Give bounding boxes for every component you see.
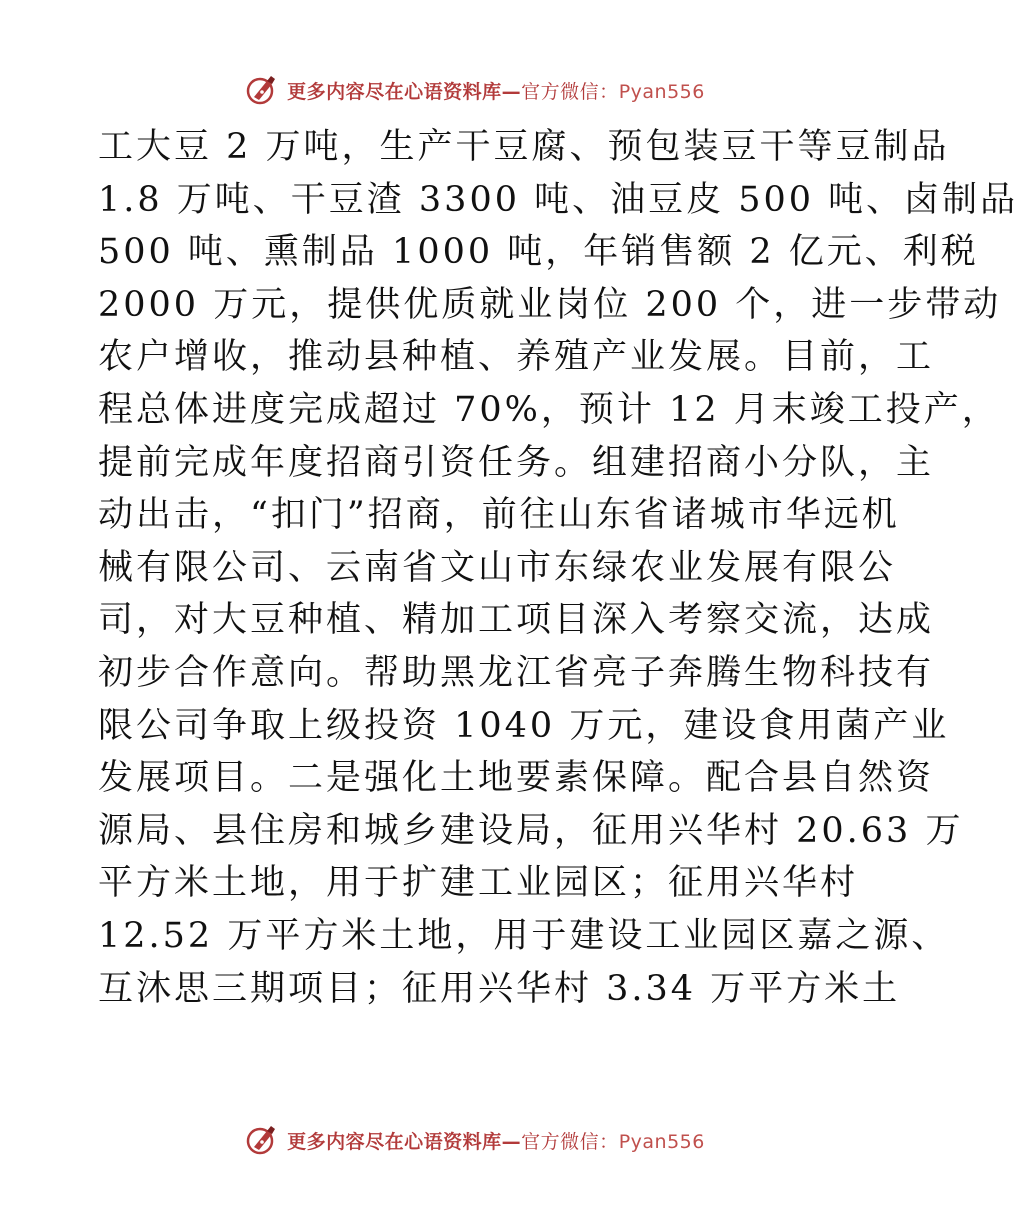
header-separator: — [501,80,522,103]
footer-wechat-id: Pyan556 [618,1130,705,1153]
body-line: 1.8 万吨、干豆渣 3300 吨、油豆皮 500 吨、卤制品 [98,179,1018,220]
pen-nib-logo-icon [245,73,279,107]
body-line: 发展项目。二是强化土地要素保障。配合县自然资 [98,758,935,799]
body-line: 互沐思三期项目；征用兴华村 3.34 万平方米土 [98,968,901,1009]
header-wechat-label: 官方微信： [521,80,619,103]
footer-banner [0,1120,950,1160]
body-line: 500 吨、熏制品 1000 吨，年销售额 2 亿元、利税 [98,232,979,273]
body-line: 动出击，“扣门”招商，前往山东省诸城市华远机 [98,495,900,536]
body-line: 程总体进度完成超过 70%，预计 12 月末竣工投产， [98,389,1000,430]
header-wechat-id: Pyan556 [618,80,705,103]
body-line: 工大豆 2 万吨，生产干豆腐、预包装豆干等豆制品 [98,127,950,167]
body-line: 限公司争取上级投资 1040 万元，建设食用菌产业 [98,705,950,746]
header-brand: 更多内容尽在心语资料库 [287,80,502,103]
body-line: 初步合作意向。帮助黑龙江省亮子奔腾生物科技有 [98,652,935,693]
document-body [98,121,1018,1015]
body-line: 2000 万元，提供优质就业岗位 200 个，进一步带动 [98,284,1002,325]
body-line: 械有限公司、云南省文山市东绿农业发展有限公 [98,547,897,588]
footer-brand: 更多内容尽在心语资料库 [287,1130,502,1153]
pen-nib-logo-icon [245,1123,279,1157]
body-line: 源局、县住房和城乡建设局，征用兴华村 20.63 万 [98,810,964,851]
body-line: 平方米土地，用于扩建工业园区；征用兴华村 [98,863,859,904]
body-line: 司，对大豆种植、精加工项目深入考察交流，达成 [98,600,935,641]
header-banner [0,70,950,110]
body-line: 农户增收，推动县种植、养殖产业发展。目前，工 [98,337,935,378]
body-line: 提前完成年度招商引资任务。组建招商小分队，主 [98,442,935,483]
footer-separator: — [501,1130,522,1153]
footer-wechat-label: 官方微信： [521,1130,619,1153]
body-line: 12.52 万平方米土地，用于建设工业园区嘉之源、 [98,915,950,956]
